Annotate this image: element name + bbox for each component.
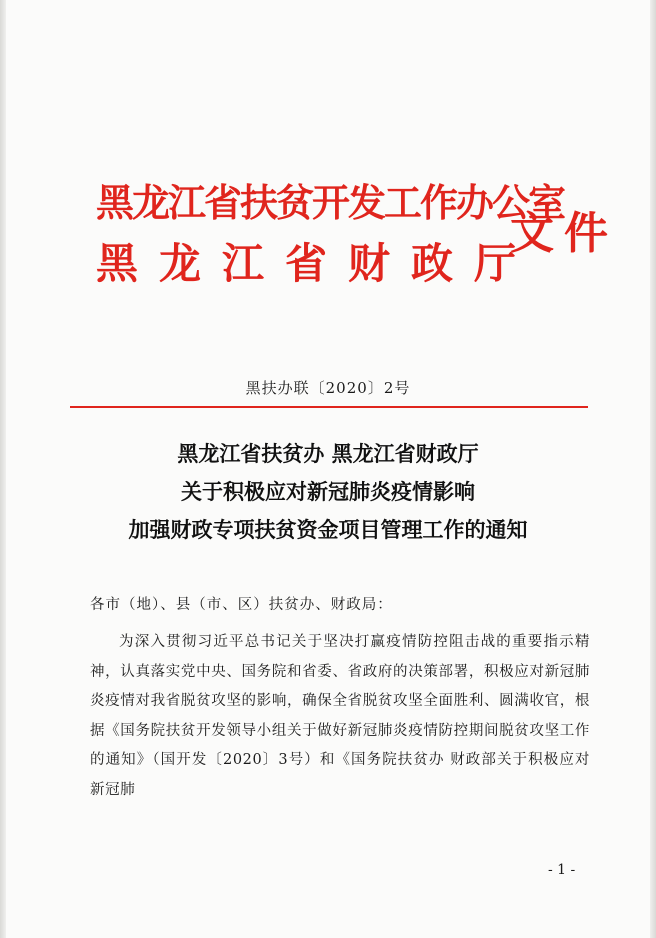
title-line-1: 黑龙江省扶贫办 黑龙江省财政厅 — [177, 441, 479, 466]
page-edge-right — [650, 0, 656, 938]
red-divider-line — [70, 406, 588, 408]
issuer-line-2: 黑龙江省财政厅 — [96, 239, 538, 288]
title-line-2: 关于积极应对新冠肺炎疫情影响 — [181, 479, 475, 504]
issuer-line-1: 黑龙江省扶贫开发工作办公室 — [96, 180, 565, 225]
body-paragraph: 为深入贯彻习近平总书记关于坚决打赢疫情防控阻击战的重要指示精神，认真落实党中央、国务院和省委、省政府的决策部署，积极应对新冠肺炎疫情对我省脱贫攻坚的影响，确保全省脱贫攻坚全面胜利、圆满收官，根据《国务院扶贫开发领导小组关于做好新冠肺炎疫情防控期间脱贫攻坚工作的通知》（国开发〔2020〕3号）和《国务院扶贫办 财政部关于积极应对新冠肺 — [90, 634, 590, 798]
issuer-suffix: 文件 — [510, 208, 618, 259]
title-line-3: 加强财政专项扶贫资金项目管理工作的通知 — [128, 517, 528, 542]
page-number: - 1 - — [548, 862, 576, 878]
salutation: 各市（地）、县（市、区）扶贫办、财政局： — [90, 597, 393, 613]
document-number: 黑扶办联〔2020〕2号 — [245, 379, 411, 397]
